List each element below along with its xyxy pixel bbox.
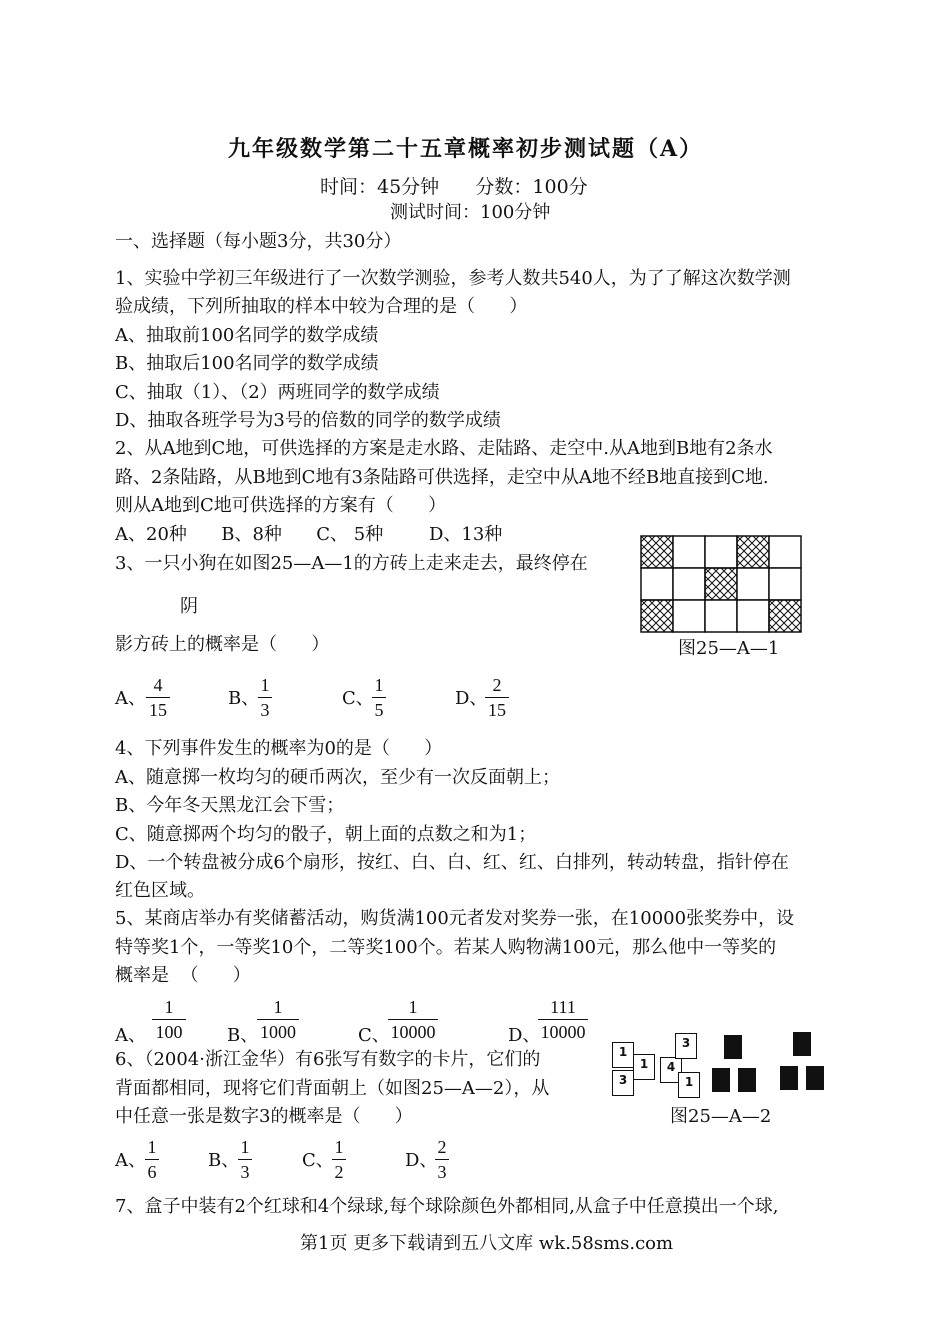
shaded-tile xyxy=(737,536,769,568)
tile xyxy=(673,536,705,568)
q6-label-a: A、 xyxy=(115,1150,146,1171)
numerator: 1 xyxy=(374,675,384,695)
time-score: 时间：45分钟 分数：100分 xyxy=(320,176,588,198)
q5-label-d: D、 xyxy=(508,1025,541,1046)
q2-line2: 路、2条陆路，从B地到C地有3条陆路可供选择，走空中从A地不经B地直接到C地. xyxy=(115,467,769,488)
figure1-caption: 图25—A—1 xyxy=(678,638,780,659)
denominator: 10000 xyxy=(540,1022,586,1042)
q1-option-a: A、抽取前100名同学的数学成绩 xyxy=(115,325,379,346)
q2-line1: 2、从A地到C地，可供选择的方案是走水路、走陆路、走空中.从A地到B地有2条水 xyxy=(115,438,773,459)
card-back xyxy=(724,1035,742,1059)
numerator: 1 xyxy=(273,997,283,1017)
q3-option-c-fraction xyxy=(372,674,386,721)
q4-option-d-line2: 红色区域。 xyxy=(115,880,205,901)
q6-option-d-fraction xyxy=(435,1136,449,1183)
numerator: 2 xyxy=(437,1137,447,1157)
q5-option-c-fraction xyxy=(388,996,438,1043)
section-heading: 一、选择题（每小题3分，共30分） xyxy=(115,231,402,252)
q1-option-b: B、抽取后100名同学的数学成绩 xyxy=(115,353,379,374)
page-footer: 第1页 更多下载请到五八文库 wk.58sms.com xyxy=(300,1233,674,1254)
shaded-tile xyxy=(641,600,673,632)
numerator: 1 xyxy=(408,997,418,1017)
q4-option-c: C、随意掷两个均匀的骰子，朝上面的点数之和为1； xyxy=(115,824,537,845)
q7-line1: 7、盒子中装有2个红球和4个绿球,每个球除颜色外都相同,从盒子中任意摸出一个球, xyxy=(115,1196,779,1217)
numerator: 1 xyxy=(260,675,270,695)
q5-line1: 5、某商店举办有奖储蓄活动，购货满100元者发对奖券一张，在10000张奖券中，设 xyxy=(115,908,795,929)
q3-line1: 3、一只小狗在如图25—A—1的方砖上走来走去，最终停在 xyxy=(115,553,588,574)
numerator: 4 xyxy=(153,675,163,695)
card: 1 xyxy=(612,1042,634,1068)
tile xyxy=(737,600,769,632)
card: 3 xyxy=(612,1070,634,1096)
denominator: 15 xyxy=(488,700,506,720)
q3-label-d: D、 xyxy=(455,688,488,709)
numerator: 1 xyxy=(334,1137,344,1157)
card: 4 xyxy=(660,1057,682,1083)
shaded-tile xyxy=(641,536,673,568)
tile xyxy=(641,568,673,600)
q6-option-c-fraction xyxy=(332,1136,346,1183)
q3-line2: 阴 xyxy=(180,596,198,617)
denominator: 15 xyxy=(149,700,167,720)
card: 3 xyxy=(675,1033,697,1059)
q3-label-c: C、 xyxy=(342,688,374,709)
q5-line2: 特等奖1个，一等奖10个，二等奖100个。若某人购物满100元，那么他中一等奖的 xyxy=(115,937,777,958)
denominator: 3 xyxy=(260,700,270,720)
q5-label-a: A、 xyxy=(115,1025,146,1046)
denominator: 3 xyxy=(437,1162,447,1182)
q6-line1: 6、（2004·浙江金华）有6张写有数字的卡片，它们的 xyxy=(115,1049,541,1070)
numerator: 1 xyxy=(147,1137,157,1157)
q5-line3: 概率是 （ ） xyxy=(115,965,251,986)
card-back xyxy=(738,1068,756,1092)
denominator: 2 xyxy=(334,1162,344,1182)
card: 1 xyxy=(633,1054,655,1080)
q6-label-b: B、 xyxy=(208,1150,240,1171)
numerator: 1 xyxy=(164,997,174,1017)
tile xyxy=(705,600,737,632)
q4-option-b: B、今年冬天黑龙江会下雪； xyxy=(115,795,345,816)
q3-line3: 影方砖上的概率是（ ） xyxy=(115,634,330,655)
q5-label-c: C、 xyxy=(358,1025,390,1046)
q1-line2: 验成绩，下列所抽取的样本中较为合理的是（ ） xyxy=(115,296,528,317)
test-time: 测试时间：100分钟 xyxy=(390,202,551,223)
tile xyxy=(705,536,737,568)
figure2-caption: 图25—A—2 xyxy=(670,1106,772,1127)
denominator: 5 xyxy=(374,700,384,720)
numerator: 1 xyxy=(240,1137,250,1157)
card-back xyxy=(712,1068,730,1092)
card-back xyxy=(780,1066,798,1090)
q5-label-b: B、 xyxy=(227,1025,259,1046)
tile xyxy=(769,568,801,600)
denominator: 6 xyxy=(147,1162,157,1182)
q6-label-c: C、 xyxy=(302,1150,334,1171)
q4-line1: 4、下列事件发生的概率为0的是（ ） xyxy=(115,738,443,759)
q6-line3: 中任意一张是数字3的概率是（ ） xyxy=(115,1106,413,1127)
tile-grid-figure xyxy=(640,535,802,633)
card-back xyxy=(793,1032,811,1056)
q5-option-b-fraction xyxy=(257,996,299,1043)
denominator: 10000 xyxy=(390,1022,436,1042)
q3-label-b: B、 xyxy=(228,688,260,709)
q6-line2: 背面都相同，现将它们背面朝上（如图25—A—2），从 xyxy=(115,1078,550,1099)
q3-option-a-fraction xyxy=(146,674,170,721)
q6-option-a-fraction xyxy=(145,1136,159,1183)
q4-option-d-line1: D、一个转盘被分成6个扇形，按红、白、白、红、红、白排列，转动转盘，指针停在 xyxy=(115,852,789,873)
q5-option-d-fraction xyxy=(538,996,588,1043)
q3-option-b-fraction xyxy=(258,674,272,721)
q5-option-a-fraction xyxy=(152,996,186,1043)
page-title: 九年级数学第二十五章概率初步测试题（A） xyxy=(228,136,704,162)
shaded-tile xyxy=(769,600,801,632)
card: 1 xyxy=(678,1072,700,1098)
q6-label-d: D、 xyxy=(405,1150,438,1171)
numerator: 2 xyxy=(492,675,502,695)
denominator: 100 xyxy=(155,1022,183,1042)
q4-option-a: A、随意掷一枚均匀的硬币两次，至少有一次反面朝上； xyxy=(115,767,560,788)
card-back xyxy=(806,1066,824,1090)
q6-option-b-fraction xyxy=(238,1136,252,1183)
denominator: 3 xyxy=(240,1162,250,1182)
numerator: 111 xyxy=(550,997,576,1017)
tile xyxy=(673,568,705,600)
q3-option-d-fraction xyxy=(485,674,509,721)
tile xyxy=(737,568,769,600)
q1-line1: 1、实验中学初三年级进行了一次数学测验，参考人数共540人，为了了解这次数学测 xyxy=(115,268,791,289)
q3-label-a: A、 xyxy=(115,688,146,709)
tile xyxy=(769,536,801,568)
tile xyxy=(673,600,705,632)
shaded-tile xyxy=(705,568,737,600)
q2-options: A、20种 B、8种 C、 5种 D、13种 xyxy=(115,524,503,545)
q1-option-d: D、抽取各班学号为3号的倍数的同学的数学成绩 xyxy=(115,410,501,431)
denominator: 1000 xyxy=(260,1022,296,1042)
q2-line3: 则从A地到C地可供选择的方案有（ ） xyxy=(115,495,447,516)
q1-option-c: C、抽取（1）、（2）两班同学的数学成绩 xyxy=(115,382,440,403)
